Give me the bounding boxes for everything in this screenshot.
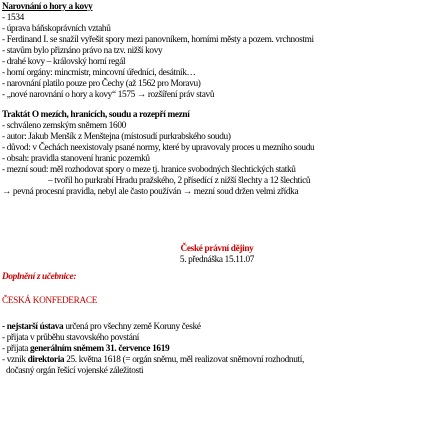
page-subtitle: 5. přednáška 15.11.07 [179,255,255,265]
section-heading-mining: Narovnání o hory a kovy [2,2,93,12]
list-item-bold: - nejstarší ústava [2,322,64,332]
list-item: - Ferdinand I. se snažil vyřešit spory mezi panovníkem, horními městy a pozem. vrchnostmi [2,35,314,45]
list-item-text: 25. května 1618 (= orgán sněmu, měl realizovat sněmovní rozhodnutí, [64,355,304,365]
page-title: České právní dějiny [180,244,254,254]
list-item-sub: – tvořil ho purkrabí Hradu pražského, 2 přísedící z nižší šlechty a 12 šlechticů [48,176,311,186]
list-item: → pevná procesní pravidla, nebyl ale často používán → mezní soud držen velmi zřídka [2,187,299,197]
list-item-bold: direktoria [27,355,65,365]
list-item: - 1534 [2,13,24,23]
list-item-text: - přijata [2,344,30,354]
list-item: - úprava báňskoprávních vztahů [2,24,111,34]
list-item [2,344,169,355]
list-item: - „nové narovnání o hory a kovy“ 1575 → rozšíření práv stavů [2,90,215,100]
list-item-text: - vznik [2,355,28,365]
list-item: - obsah: pravidla stanovení hranic pozemků [2,154,150,164]
list-item: - autor: Jakub Menšík z Menštejna (místosudí purkrabského soudu) [2,132,231,142]
section-heading-treatise: Traktát O mezích, hranicích, soudu a rozepří mezní [2,110,190,120]
list-item-continuation: dočasný orgán řešící vojenské záležitosti [6,366,144,376]
list-item: - schváleno zemským sněmem 1600 [2,121,126,131]
list-item: - důvod: v Čechách neexistovaly psané normy, které by upravovaly proces u mezního soudu [2,143,315,153]
list-item: - mezní soud: měl rozhodovat spory o meze tj. hranice svobodných šlechtických statků [2,165,296,175]
list-item: - narovnání platilo pouze pro Čechy (až 1562 pro Moravu) [2,79,201,89]
list-item: - horní orgány: mincmistr, mincovní úředníci, desátník… [2,68,196,78]
section-heading-confederation: ČESKÁ KONFEDERACE [2,296,98,306]
list-item: - přijata v průběhu stavovského povstání [2,333,140,343]
list-item-bold: generálním sněmem 31. července 1619 [30,344,170,354]
list-item [2,355,304,366]
list-item-text: určená pro všechny země Koruny české [63,322,201,332]
list-item: - stavům bylo přiznáno právo na tzv. nižší kovy [2,46,163,56]
supplement-label: Doplnění z učebnice: [2,272,77,282]
list-item [2,322,201,333]
list-item: - drahé kovy – královský horní regál [2,57,126,67]
